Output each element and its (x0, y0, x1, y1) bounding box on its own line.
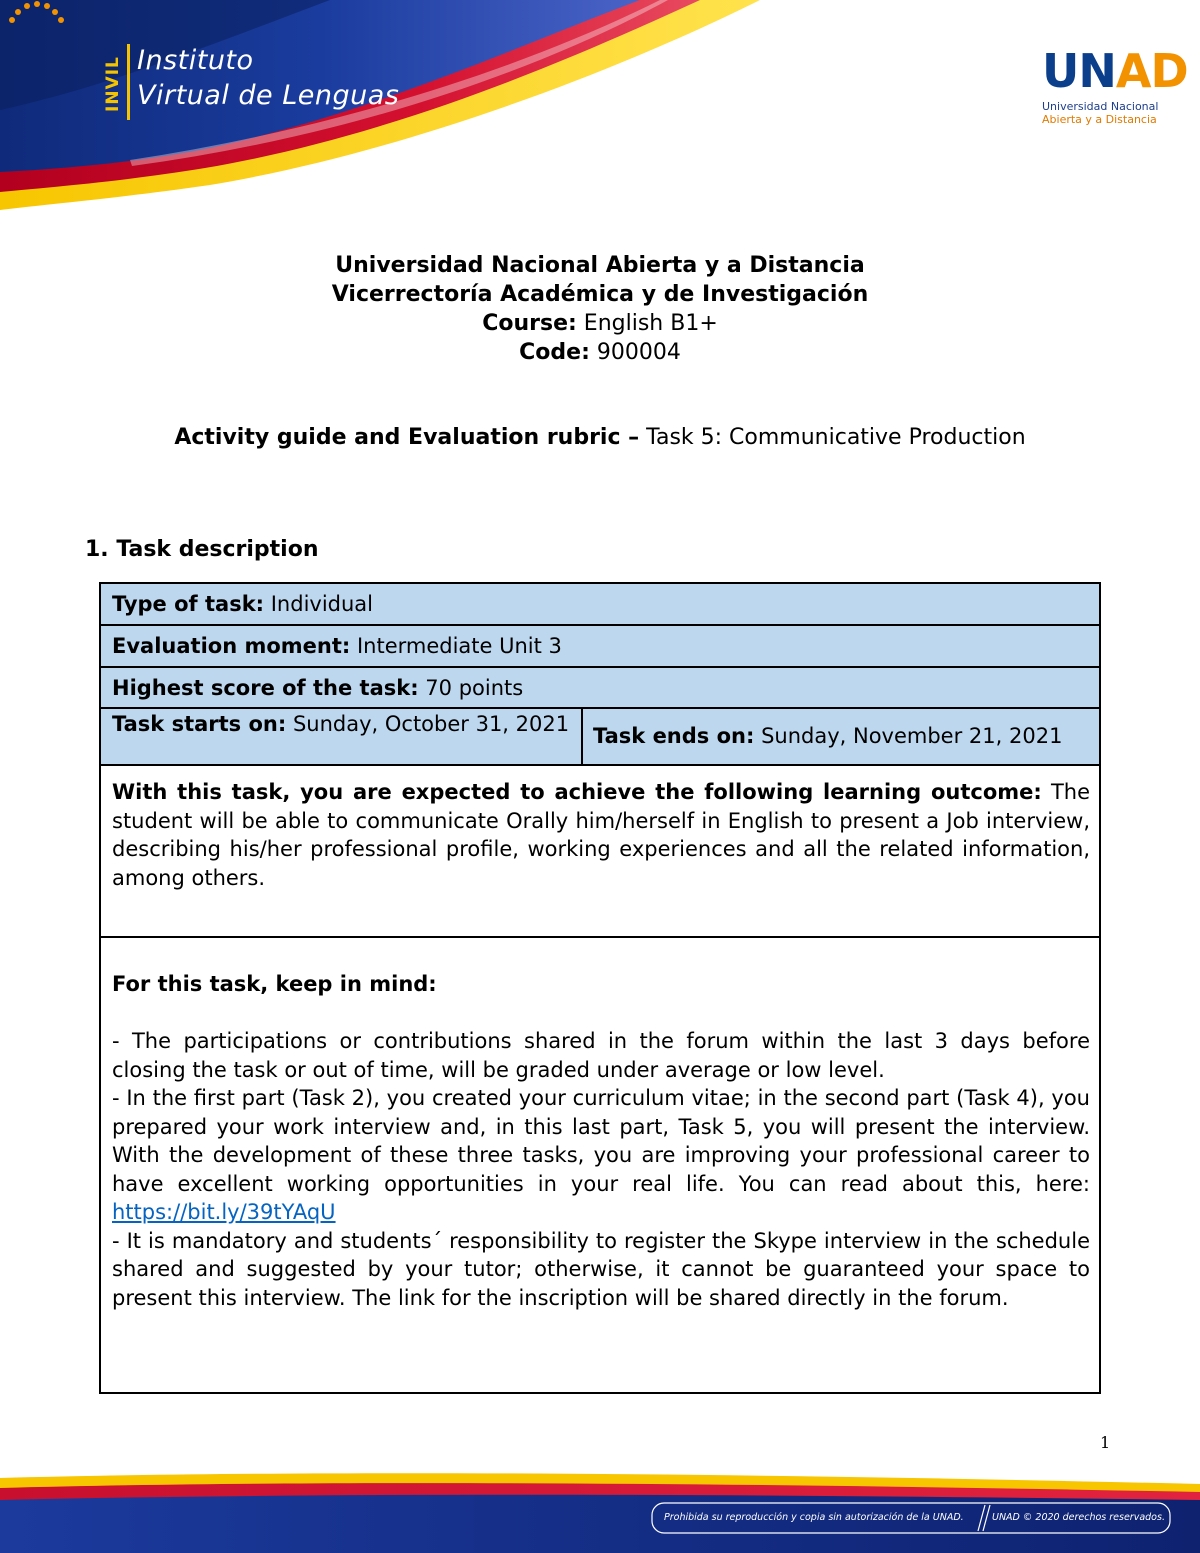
code-line (0, 338, 1200, 367)
bullet-skype-registration: - It is mandatory and students´ responsibility to register the Skype interview in the schedule shared and suggested by your tutor; otherwise, it cannot be guaranteed your space to present this interview. The link for the inscription will be shared directly in the forum. (112, 1228, 1090, 1310)
bullet-forum-deadline: - The participations or contributions shared in the forum within the last 3 days before closing the task or out of time, will be graded under average or low level. (112, 1029, 1090, 1082)
keep-in-mind-title: For this task, keep in mind: (112, 972, 437, 996)
document-heading (0, 251, 1200, 367)
unad-wordmark (1042, 44, 1188, 98)
footer-prohibition-text: Prohibida su reproducción y copia sin autorización de la UNAD. (664, 1512, 964, 1523)
unad-wordmark-un: UN (1042, 44, 1116, 98)
row-highest-score (99, 666, 1101, 709)
header-banner (0, 0, 1200, 230)
type-value: Individual (264, 592, 374, 616)
row-learning-outcome (99, 764, 1101, 938)
course-label: Course: (482, 311, 577, 336)
moment-value: Intermediate Unit 3 (350, 634, 562, 658)
task-start-cell (101, 709, 583, 764)
footer-copyright-box (650, 1503, 1172, 1533)
outcome-text: The student will be able to communicate Orally him/herself in English to present a Job interview, describing his/her professional profile, working experiences and all the related information, among others. (112, 780, 1090, 890)
task-end-cell (593, 724, 1062, 748)
institute-name-line2: Virtual de Lenguas (137, 80, 400, 111)
row-evaluation-moment (99, 624, 1101, 668)
outcome-label: With this task, you are expected to achieve the following learning outcome: (112, 780, 1042, 804)
row-keep-in-mind (99, 936, 1101, 1394)
moment-label: Evaluation moment: (112, 634, 351, 658)
type-label: Type of task: (112, 592, 265, 616)
unad-logo-icon (0, 0, 130, 100)
course-line (0, 309, 1200, 338)
starts-label: Task starts on: (112, 712, 287, 736)
code-label: Code: (519, 340, 590, 365)
ends-value: Sunday, November 21, 2021 (754, 724, 1063, 748)
bullet-task-sequence (112, 1084, 1090, 1227)
ivl-vertical-logo-text: INVIL (103, 56, 123, 112)
university-name: Universidad Nacional Abierta y a Distancia (335, 253, 865, 278)
keep-in-mind-bullets (112, 1027, 1090, 1312)
bullet-task-sequence-text: - In the first part (Task 2), you created your curriculum vitae; in the second part (Task 4), you prepared your work interview and, in this last part, Task 5, you will present the interview. With the development of these three tasks, you are improving your professional career to have excellent working opportunities in your real life. You can read about this, here: (112, 1086, 1090, 1196)
vicerrectoria-name: Vicerrectoría Académica y de Investigación (331, 282, 869, 307)
ends-label: Task ends on: (593, 724, 755, 748)
activity-title (0, 423, 1200, 452)
page-number: 1 (1100, 1433, 1111, 1452)
section-title: 1. Task description (85, 537, 319, 562)
starts-value: Sunday, October 31, 2021 (286, 712, 570, 736)
unad-subtitle-line1: Universidad Nacional (1042, 100, 1159, 113)
code-value: 900004 (589, 340, 681, 365)
course-value: English B1+ (576, 311, 718, 336)
score-label: Highest score of the task: (112, 676, 419, 700)
unad-subtitle-line2: Abierta y a Distancia (1042, 113, 1157, 126)
institute-name-line1: Instituto (137, 45, 254, 76)
row-type-of-task (99, 582, 1101, 626)
unad-wordmark-ad: AD (1115, 44, 1188, 98)
reading-link[interactable]: https://bit.ly/39tYAqU (112, 1200, 336, 1224)
banner-swoosh-graphic (0, 0, 1200, 230)
activity-title-rest: Task 5: Communicative Production (639, 425, 1026, 450)
footer-copyright-text: UNAD © 2020 derechos reservados. (992, 1512, 1165, 1523)
footer-banner (0, 1470, 1200, 1553)
activity-title-bold: Activity guide and Evaluation rubric – (174, 425, 640, 450)
row-task-dates (99, 707, 1101, 766)
score-value: 70 points (418, 676, 524, 700)
